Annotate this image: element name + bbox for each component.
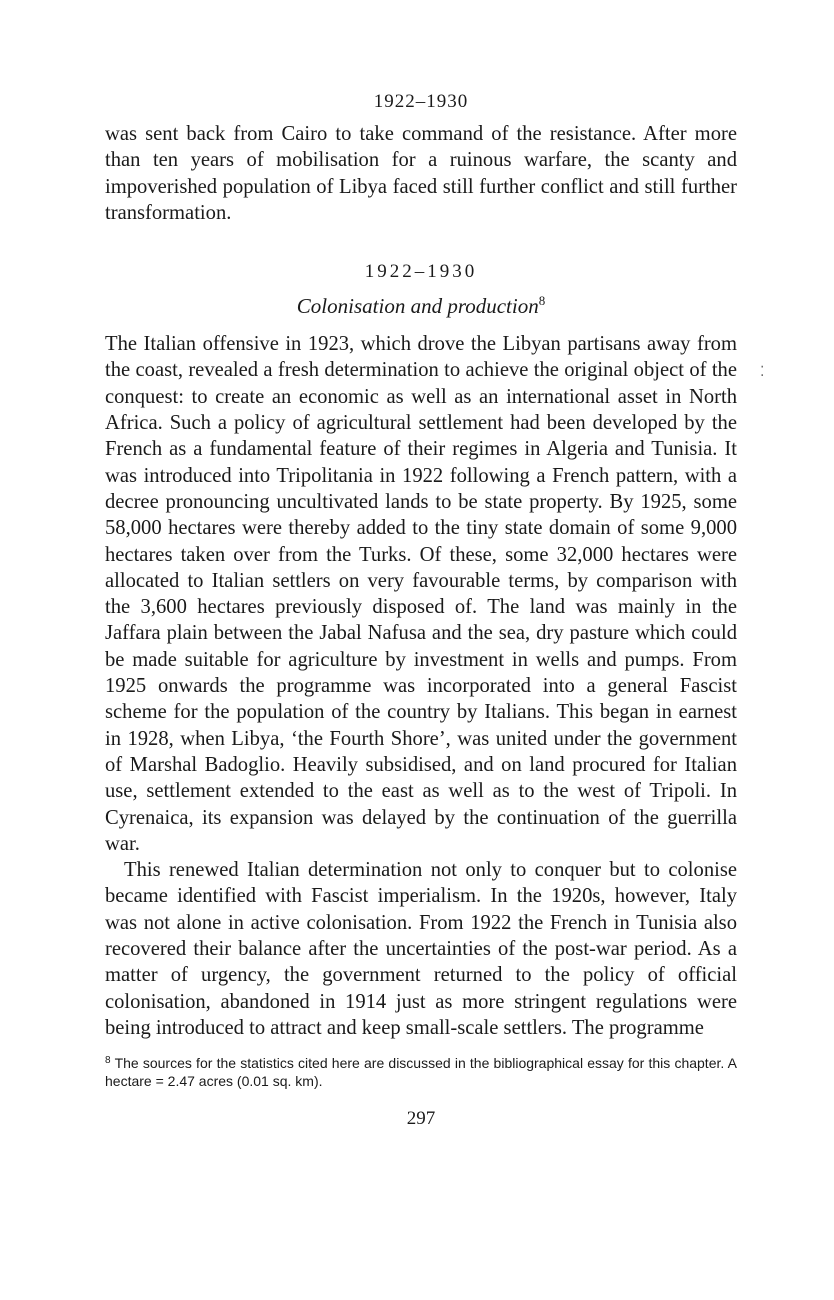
margin-mark: ⁚ bbox=[760, 365, 765, 380]
section-subheading bbox=[105, 293, 737, 319]
book-page bbox=[105, 88, 737, 1131]
footnote bbox=[105, 1054, 737, 1090]
section-subheading-text: Colonisation and production bbox=[296, 294, 539, 319]
section-heading: 1922–1930 bbox=[364, 261, 478, 283]
body-paragraph-2: This renewed Italian determination not only to conquer but to colonise became identified with Fascist imperialism. In the 1920s, however, Italy was not alone in active colonisation. From 1922 the French in Tunisia also recovered their balance after the uncertainties of the post-war period. As a matter of urgency, the government returned to the policy of official colonisation, abandoned in 1914 just as more stringent regulations were being introduced to attract and keep small-scale settlers. The programme bbox=[105, 859, 737, 1039]
running-head: 1922–1930 bbox=[373, 91, 469, 112]
footnote-mark: 8 bbox=[105, 1054, 111, 1066]
page-number: 297 bbox=[406, 1108, 436, 1130]
footnote-text: The sources for the statistics cited here are discussed in the bibliographical essay for this chapter. A hectare = 2.47 acres (0.01 sq. km). bbox=[105, 1055, 737, 1090]
intro-paragraph: was sent back from Cairo to take command of the resistance. After more than ten years of mobilisation for a ruinous warfare, the scanty and impoverished population of Libya faced still further conflict and still further transformation. bbox=[105, 123, 737, 224]
body-paragraph-1: The Italian offensive in 1923, which drove the Libyan partisans away from the coast, revealed a fresh determination to achieve the original object of the conquest: to create an economic as well as an international asset in North Africa. Such a policy of agricultural settlement had been developed by the French as a fundamental feature of their regimes in Algeria and Tunisia. It was introduced into Tripolitania in 1922 following a French pattern, with a decree pronouncing uncultivated lands to be state property. By 1925, some 58,000 hectares were thereby added to the tiny state domain of some 9,000 hectares taken over from the Turks. Of these, some 32,000 hectares were allocated to Italian settlers on very favourable terms, by comparison with the 3,600 hectares previously disposed of. The land was mainly in the Jaffara plain between the Jabal Nafusa and the sea, dry pasture which could be made suitable for agriculture by investment in wells and pumps. From 1925 onwards the programme was incorporated into a general Fascist scheme for the population of the country by Italians. This began in earnest in 1928, when Libya, ‘the Fourth Shore’, was united under the government of Marshal Badoglio. Heavily subsidised, and on land procured for Italian use, settlement extended to the east as well as to the west of Tripoli. In Cyrenaica, its expansion was delayed by the continuation of the guerrilla war. bbox=[105, 333, 737, 855]
footnote-reference[interactable]: 8 bbox=[538, 293, 546, 309]
